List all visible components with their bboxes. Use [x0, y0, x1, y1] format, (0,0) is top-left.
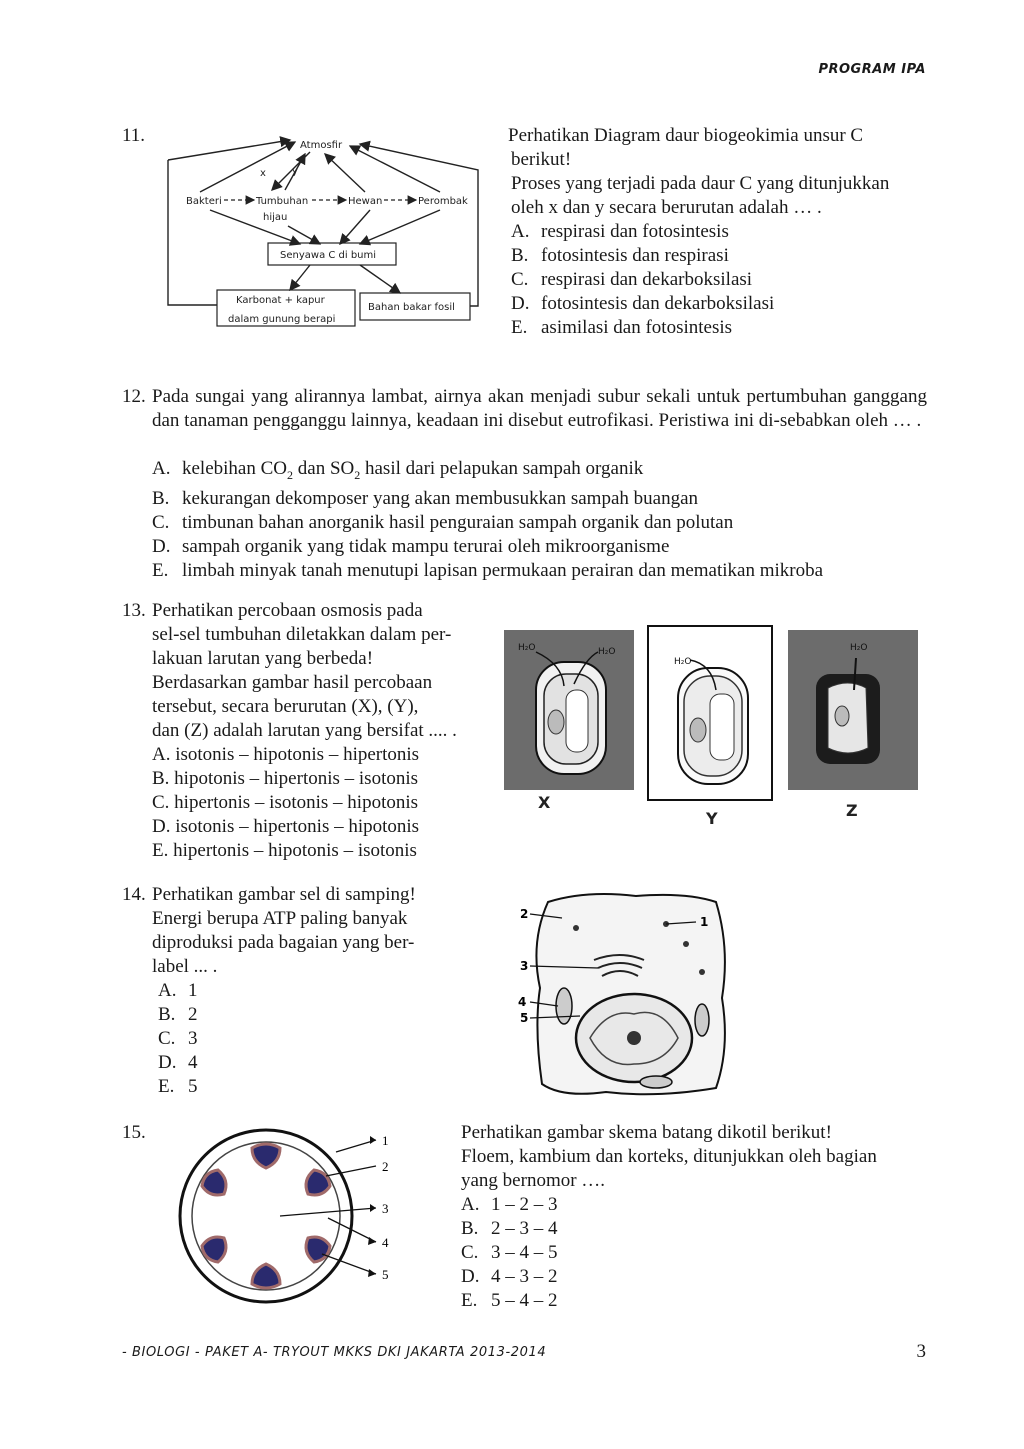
- q11-text: [508, 124, 928, 340]
- q14-option-c[interactable]: C. 3: [158, 1028, 198, 1049]
- diagram-hewan-label: Hewan: [348, 196, 383, 207]
- q13-number: 13.: [122, 600, 146, 621]
- cell-z-label: Z: [846, 801, 858, 820]
- q11-stem-line2: berikut!: [511, 149, 572, 170]
- q13-stem-line: Perhatikan percobaan osmosis pada: [152, 600, 423, 621]
- q13-stem-line: tersebut, secara berurutan (X), (Y),: [152, 696, 419, 717]
- cell-y-vacuole: [710, 694, 734, 760]
- q13-stem-line: dan (Z) adalah larutan yang bersifat .... .: [152, 720, 457, 741]
- q13-option-d[interactable]: D. isotonis – hipertonis – hipotonis: [152, 816, 420, 837]
- mitochondrion: [640, 1076, 672, 1088]
- mitochondrion: [695, 1004, 709, 1036]
- diagram-tumbuhan-label: Tumbuhan: [256, 196, 309, 207]
- q14-stem-line: Energi berupa ATP paling banyak: [152, 908, 408, 929]
- q15-number: 15.: [122, 1122, 146, 1143]
- q12-option-d[interactable]: D. sampah organik yang tidak mampu terurai oleh mikroorganisme: [152, 535, 670, 557]
- diagram-perombak-label: Perombak: [418, 196, 468, 207]
- q12-number: 12.: [122, 386, 146, 407]
- cell-y-label: Y: [706, 809, 718, 828]
- diagram-hijau-label: hijau: [263, 212, 288, 223]
- q11-option-e[interactable]: E. asimilasi dan fotosintesis: [511, 317, 733, 338]
- stem-label-1: 1: [382, 1133, 389, 1148]
- q15-stem-line: Perhatikan gambar skema batang dikotil berikut!: [461, 1122, 832, 1143]
- cell-label-3: 3: [520, 959, 529, 973]
- cell-z-h2o: H₂O: [850, 643, 868, 653]
- cell-label-4: 4: [518, 995, 527, 1009]
- q14-cell-figure: [516, 888, 756, 1100]
- cell-label-5: 5: [520, 1011, 529, 1025]
- q14-number: 14.: [122, 884, 146, 905]
- q11-carbon-cycle-diagram: [160, 130, 500, 330]
- stem-label-3: 3: [382, 1201, 389, 1216]
- q11-question-line2: oleh x dan y secara berurutan adalah … .: [511, 197, 822, 218]
- q14-option-b[interactable]: B. 2: [158, 1004, 198, 1025]
- diagram-bahan-label: Bahan bakar fosil: [368, 302, 455, 313]
- q14-option-a[interactable]: A. 1: [158, 980, 198, 1001]
- cell-label-1: 1: [700, 915, 709, 929]
- q11-question-line1: Proses yang terjadi pada daur C yang ditunjukkan: [511, 173, 890, 194]
- q13-osmosis-figure: [502, 624, 922, 834]
- q15-text: [461, 1121, 931, 1313]
- page-header: PROGRAM IPA: [818, 62, 926, 77]
- page-footer: - BIOLOGI - PAKET A- TRYOUT MKKS DKI JAKARTA 2013-2014: [122, 1345, 547, 1360]
- q11-number: 11.: [122, 125, 146, 146]
- q14-stem-line: label ... .: [152, 956, 218, 977]
- q15-option-d[interactable]: D. 4 – 3 – 2: [461, 1266, 558, 1287]
- q13-stem-line: sel-sel tumbuhan diletakkan dalam per-: [152, 624, 452, 645]
- q15-option-e[interactable]: E. 5 – 4 – 2: [461, 1290, 558, 1311]
- q13-stem-line: Berdasarkan gambar hasil percobaan: [152, 672, 433, 693]
- q14-stem-line: Perhatikan gambar sel di samping!: [152, 884, 416, 905]
- q12-options: [152, 457, 927, 583]
- q12-option-b[interactable]: B. kekurangan dekomposer yang akan membusukkan sampah buangan: [152, 487, 699, 509]
- q12-option-c[interactable]: C. timbunan bahan anorganik hasil penguraian sampah organik dan polutan: [152, 511, 734, 533]
- ribosome: [573, 925, 579, 931]
- q13-option-b[interactable]: B. hipotonis – hipertonis – isotonis: [152, 768, 419, 789]
- cell-label-2: 2: [520, 907, 529, 921]
- q15-option-b[interactable]: B. 2 – 3 – 4: [461, 1218, 558, 1239]
- q11-option-a[interactable]: A. respirasi dan fotosintesis: [511, 221, 729, 242]
- q12-option-e[interactable]: E. limbah minyak tanah menutupi lapisan permukaan perairan dan mematikan mikroba: [152, 559, 824, 581]
- ribosome: [683, 941, 689, 947]
- q15-stem-line: Floem, kambium dan korteks, ditunjukkan oleh bagian: [461, 1146, 877, 1167]
- cell-z-nucleus: [835, 706, 849, 726]
- mitochondrion: [556, 988, 572, 1024]
- cell-x-label: X: [538, 793, 551, 812]
- q13-option-a[interactable]: A. isotonis – hipotonis – hipertonis: [152, 744, 420, 765]
- ribosome: [699, 969, 705, 975]
- cell-y-h2o: H₂O: [674, 657, 692, 667]
- diagram-karbonat-line2: dalam gunung berapi: [228, 314, 336, 325]
- q14-text: [152, 883, 472, 1099]
- diagram-karbonat-line1: Karbonat + kapur: [236, 295, 325, 306]
- diagram-bakteri-label: Bakteri: [186, 196, 222, 207]
- stem-label-5: 5: [382, 1267, 389, 1282]
- q14-option-e[interactable]: E. 5: [158, 1076, 198, 1097]
- q11-stem-line1: Perhatikan Diagram daur biogeokimia unsur C: [508, 125, 864, 146]
- diagram-y-label: y: [292, 166, 298, 177]
- q11-option-d[interactable]: D. fotosintesis dan dekarboksilasi: [511, 293, 775, 314]
- q13-option-e[interactable]: E. hipertonis – hipotonis – isotonis: [152, 840, 417, 861]
- nucleolus: [627, 1031, 641, 1045]
- stem-label-2: 2: [382, 1159, 389, 1174]
- q15-option-c[interactable]: C. 3 – 4 – 5: [461, 1242, 558, 1263]
- diagram-senyawa-label: Senyawa C di bumi: [280, 250, 377, 261]
- q15-option-a[interactable]: A. 1 – 2 – 3: [461, 1194, 558, 1215]
- page-number: 3: [916, 1341, 926, 1362]
- cell-y-nucleus: [690, 718, 706, 742]
- diagram-atmosfir-label: Atmosfir: [300, 140, 343, 151]
- q15-dicot-stem-figure: [176, 1126, 406, 1308]
- q12-option-a[interactable]: A. kelebihan $CO_2$ dan $SO_2$ hasil dari pelapukan sampah organik: [152, 458, 644, 482]
- q14-option-d[interactable]: D. 4: [158, 1052, 198, 1073]
- cell-x-h2o-out: H₂O: [598, 647, 616, 657]
- cell-x-vacuole: [566, 690, 588, 752]
- cell-x-h2o-in: H₂O: [518, 643, 536, 653]
- q15-stem-line: yang bernomor ….: [461, 1170, 606, 1191]
- stem-label-4: 4: [382, 1235, 389, 1250]
- q14-stem-line: diproduksi pada bagaian yang ber-: [152, 932, 415, 953]
- q11-option-c[interactable]: C. respirasi dan dekarboksilasi: [511, 269, 753, 290]
- diagram-x-label: x: [260, 168, 266, 179]
- q13-option-c[interactable]: C. hipertonis – isotonis – hipotonis: [152, 792, 419, 813]
- q12-stem: Pada sungai yang alirannya lambat, airnya akan menjadi subur sekali untuk pertumbuhan ganggang dan tanaman pengganggu lainnya, keadaan ini disebut eutrofikasi. Peristiwa ini di-sebabkan oleh … .: [152, 386, 927, 431]
- q13-stem-line: lakuan larutan yang berbeda!: [152, 648, 374, 669]
- q13-text: [152, 599, 492, 863]
- cell-x-nucleus: [548, 710, 564, 734]
- q11-option-b[interactable]: B. fotosintesis dan respirasi: [511, 245, 729, 266]
